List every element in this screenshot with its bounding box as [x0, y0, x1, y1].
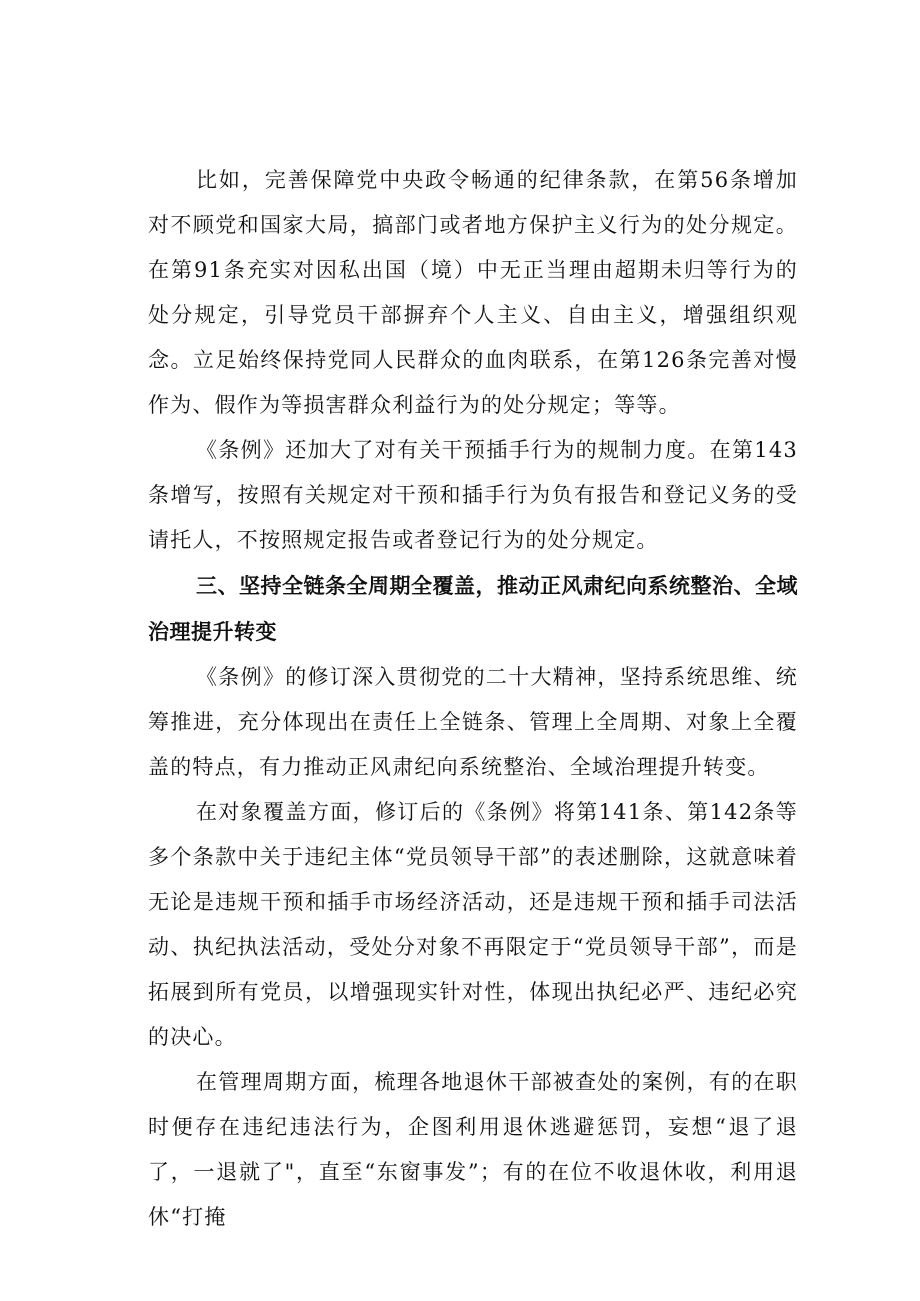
paragraph-1: 比如，完善保障党中央政令畅通的纪律条款，在第56条增加对不顾党和国家大局，搞部门或者地方保护主义行为的处分规定。在第91条充实对因私出国（境）中无正当理由超期未归等行为的处分规定，引导党员干部摒弃个人主义、自由主义，增强组织观念。立足始终保持党同人民群众的血肉联系，在第126条完善对慢作为、假作为等损害群众利益行为的处分规定；等等。 [148, 168, 798, 417]
paragraph-4: 在对象覆盖方面，修订后的《条例》将第141条、第142条等多个条款中关于违纪主体“党员领导干部”的表述删除，这就意味着无论是违规干预和插手市场经济活动，还是违规干预和插手司法活动、执纪执法活动，受处分对象不再限定于“党员领导干部”，而是拓展到所有党员，以增强现实针对性，体现出执纪必严、违纪必究的决心。 [148, 800, 798, 1049]
document-body [148, 158, 798, 1240]
paragraph-2: 《条例》还加大了对有关干预插手行为的规制力度。在第143条增写，按照有关规定对干预和插手行为负有报告和登记义务的受请托人，不按照规定报告或者登记行为的处分规定。 [148, 438, 798, 552]
section-heading: 三、坚持全链条全周期全覆盖，推动正风肃纪向系统整治、全域治理提升转变 [148, 574, 798, 644]
paragraph-3: 《条例》的修订深入贯彻党的二十大精神，坚持系统思维、统筹推进，充分体现出在责任上全链条、管理上全周期、对象上全覆盖的特点，有力推动正风肃纪向系统整治、全域治理提升转变。 [148, 665, 798, 779]
paragraph-5: 在管理周期方面，梳理各地退休干部被查处的案例，有的在职时便存在违纪违法行为，企图利用退休逃避惩罚，妄想“退了退了，一退就了"，直至“东窗事发”；有的在位不收退休收，利用退休“打掩 [148, 1070, 798, 1229]
